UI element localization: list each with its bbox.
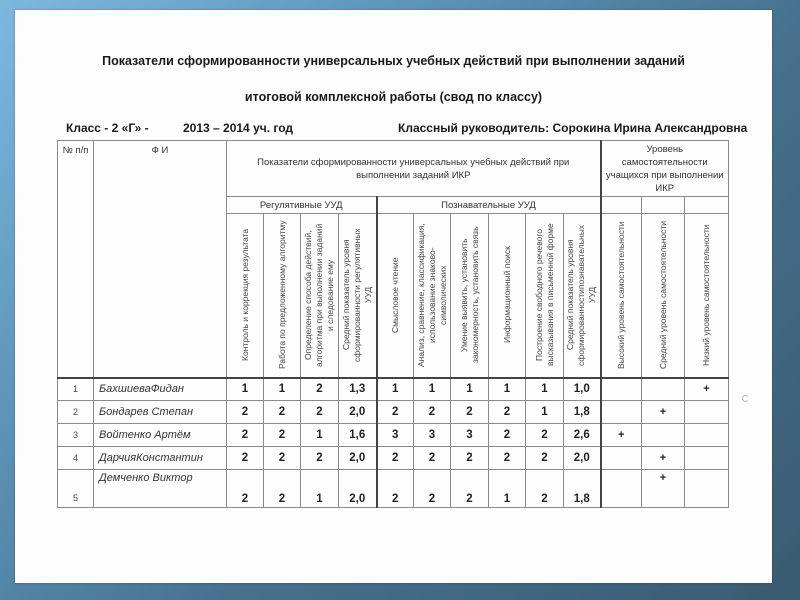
cog-score: 2 xyxy=(526,470,564,508)
col-header-reading xyxy=(377,214,414,378)
reg-score: 1 xyxy=(227,378,264,401)
header-independence: Уровень самостоятельности учащихся при выполнении ИКР xyxy=(601,141,729,197)
scan-artifact xyxy=(742,395,749,402)
col-header-written-speech-text: Построение свободного речевого высказывания в письменной форме xyxy=(533,223,555,367)
level-high-mark xyxy=(601,447,642,470)
cog-score: 2 xyxy=(451,401,489,424)
table-row xyxy=(58,447,729,470)
document-title-line-1: Показатели сформированности универсальных учебных действий при выполнении заданий xyxy=(102,54,685,68)
header-indicators: Показатели сформированности универсальных учебных действий при выполнении заданий ИКР xyxy=(227,141,601,197)
col-header-medium-level-text: Средний уровень самостоятельности xyxy=(657,221,668,370)
cog-score: 2 xyxy=(377,401,414,424)
table-row xyxy=(58,470,729,508)
cog-average: 1,8 xyxy=(564,401,601,424)
level-low-mark xyxy=(685,447,729,470)
header-row-main xyxy=(58,141,729,197)
cog-score: 2 xyxy=(414,447,451,470)
student-name: БахшиеваФидан xyxy=(94,378,227,401)
reg-average: 2,0 xyxy=(339,401,377,424)
cog-score: 2 xyxy=(526,424,564,447)
col-header-analysis-text: Анализ, сравнение, классификация, использование знаково-символических xyxy=(415,223,448,368)
row-num: 4 xyxy=(58,447,94,470)
reg-average: 2,0 xyxy=(339,447,377,470)
cog-score: 3 xyxy=(414,424,451,447)
col-header-reading-text: Смысловое чтение xyxy=(389,257,400,333)
cog-average: 1,8 xyxy=(564,470,601,508)
col-header-cognitive-average xyxy=(564,214,601,378)
col-header-algorithm-work-text: Работа по предложенному алгоритму xyxy=(276,220,287,370)
level-low-mark xyxy=(685,470,729,508)
col-header-patterns-text: Умение выявить, установить закономерность, установить связь xyxy=(458,227,480,364)
reg-score: 2 xyxy=(227,447,264,470)
level-medium-mark: + xyxy=(642,401,685,424)
row-num: 5 xyxy=(58,470,94,508)
cog-score: 2 xyxy=(526,447,564,470)
student-name: Бондарев Степан xyxy=(94,401,227,424)
col-header-high-level-text: Высокий уровень самостоятельности xyxy=(615,221,626,370)
col-header-written-speech xyxy=(526,214,564,378)
teacher-label: Классный руководитель: Сорокина Ирина Александровна xyxy=(398,121,748,135)
class-label: Класс - 2 «Г» - xyxy=(66,121,149,135)
cog-score: 2 xyxy=(489,401,526,424)
row-num: 2 xyxy=(58,401,94,424)
scanned-document-page xyxy=(15,10,772,583)
cog-score: 1 xyxy=(489,470,526,508)
table-row xyxy=(58,378,729,401)
col-header-control-text: Контроль и коррекция результата xyxy=(239,229,250,362)
header-cognitive-group: Познавательные УУД xyxy=(377,197,601,214)
cog-score: 1 xyxy=(526,401,564,424)
level-low-mark xyxy=(685,401,729,424)
reg-score: 2 xyxy=(301,447,339,470)
header-regulatory-group: Регулятивные УУД xyxy=(227,197,377,214)
reg-score: 2 xyxy=(301,378,339,401)
cog-score: 1 xyxy=(414,378,451,401)
cog-average: 1,0 xyxy=(564,378,601,401)
col-header-high-level xyxy=(601,214,642,378)
cog-score: 2 xyxy=(414,401,451,424)
col-header-cognitive-average-text: Средний показатель уровня сформированностипознавательных УУД xyxy=(565,224,598,366)
reg-score: 2 xyxy=(227,401,264,424)
level-high-mark xyxy=(601,401,642,424)
header-empty-cell xyxy=(685,197,729,214)
col-header-regulatory-average xyxy=(339,214,377,378)
header-empty-cell xyxy=(601,197,642,214)
cog-score: 3 xyxy=(377,424,414,447)
school-year-label: 2013 – 2014 уч. год xyxy=(183,121,294,135)
student-name: Войтенко Артём xyxy=(94,424,227,447)
reg-score: 2 xyxy=(264,401,301,424)
cog-score: 1 xyxy=(377,378,414,401)
cog-score: 2 xyxy=(377,447,414,470)
col-header-low-level xyxy=(685,214,729,378)
header-name: Ф И xyxy=(94,141,227,378)
table-row xyxy=(58,424,729,447)
row-num: 1 xyxy=(58,378,94,401)
col-header-algorithm-work xyxy=(264,214,301,378)
level-low-mark: + xyxy=(685,378,729,401)
reg-average: 1,6 xyxy=(339,424,377,447)
reg-score: 2 xyxy=(227,424,264,447)
level-medium-mark xyxy=(642,378,685,401)
level-medium-mark: + xyxy=(642,447,685,470)
cog-average: 2,6 xyxy=(564,424,601,447)
cog-score: 2 xyxy=(414,470,451,508)
reg-average: 2,0 xyxy=(339,470,377,508)
cog-score: 2 xyxy=(489,424,526,447)
col-header-method-definition xyxy=(301,214,339,378)
level-medium-mark: + xyxy=(642,470,685,508)
reg-score: 2 xyxy=(264,447,301,470)
cog-score: 1 xyxy=(526,378,564,401)
col-header-low-level-text: Низкий уровень самостоятельности xyxy=(701,224,711,366)
student-name: ДарчияКонстантин xyxy=(94,447,227,470)
header-num: № п/п xyxy=(58,141,94,378)
reg-average: 1,3 xyxy=(339,378,377,401)
col-header-method-definition-text: Определение способа действий, алгоритма при выполнении заданий и следование ему xyxy=(303,223,335,367)
reg-score: 1 xyxy=(301,424,339,447)
cog-score: 2 xyxy=(451,470,489,508)
row-num: 3 xyxy=(58,424,94,447)
document-title-line-2: итоговой комплексной работы (свод по классу) xyxy=(244,90,543,104)
reg-score: 2 xyxy=(227,470,264,508)
level-high-mark xyxy=(601,470,642,508)
cog-score: 2 xyxy=(377,470,414,508)
col-header-info-search-text: Информационный поиск xyxy=(501,246,512,344)
cog-average: 2,0 xyxy=(564,447,601,470)
reg-score: 2 xyxy=(264,470,301,508)
cog-score: 1 xyxy=(489,378,526,401)
level-medium-mark xyxy=(642,424,685,447)
reg-score: 2 xyxy=(264,424,301,447)
col-header-medium-level xyxy=(642,214,685,378)
level-high-mark xyxy=(601,378,642,401)
reg-score: 1 xyxy=(264,378,301,401)
uud-summary-table xyxy=(57,140,729,508)
col-header-control xyxy=(227,214,264,378)
header-empty-cell xyxy=(642,197,685,214)
col-header-patterns xyxy=(451,214,489,378)
reg-score: 2 xyxy=(301,401,339,424)
col-header-regulatory-average-text: Средний показатель уровня сформированности регулятивных УУД xyxy=(340,228,373,363)
cog-score: 2 xyxy=(489,447,526,470)
col-header-analysis xyxy=(414,214,451,378)
cog-score: 2 xyxy=(451,447,489,470)
reg-score: 1 xyxy=(301,470,339,508)
table-row xyxy=(58,401,729,424)
cog-score: 1 xyxy=(451,378,489,401)
level-low-mark xyxy=(685,424,729,447)
level-high-mark: + xyxy=(601,424,642,447)
cog-score: 3 xyxy=(451,424,489,447)
col-header-info-search xyxy=(489,214,526,378)
student-name: Демченко Виктор xyxy=(94,470,227,508)
